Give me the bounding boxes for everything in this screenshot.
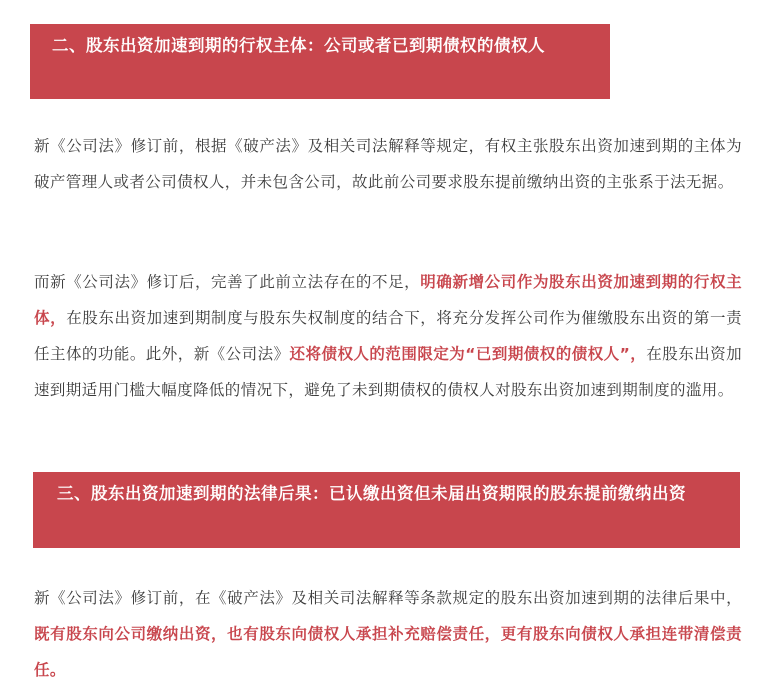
paragraph-2-highlight-2: 还将债权人的范围限定为“已到期债权的债权人”， xyxy=(289,345,647,363)
paragraph-3 xyxy=(34,580,742,688)
section-heading-2: 二、股东出资加速到期的行权主体：公司或者已到期债权的债权人 xyxy=(30,24,610,99)
paragraph-1: 新《公司法》修订前，根据《破产法》及相关司法解释等规定，有权主张股东出资加速到期的主体为破产管理人或者公司债权人，并未包含公司，故此前公司要求股东提前缴纳出资的主张系于法无据。 xyxy=(34,137,742,191)
paragraph-3-highlight-1: 既有股东向公司缴纳出资，也有股东向债权人承担补充赔偿责任，更有股东向债权人承担连带清偿责任。 xyxy=(34,625,742,679)
section-heading-3: 三、股东出资加速到期的法律后果：已认缴出资但未届出资期限的股东提前缴纳出资 xyxy=(33,472,740,548)
paragraph-2-highlight-1: 明确新增公司作为股东出资加速到期的行权主体， xyxy=(34,273,742,327)
paragraph-2-text-2: 在股东出资加速到期制度与股东失权制度的结合下，将充分发挥公司作为催缴股东出资的第一责任主体的功能。此外，新《公司法》 xyxy=(34,309,742,363)
paragraph-2-text-1: 而新《公司法》修订后，完善了此前立法存在的不足， xyxy=(34,273,421,291)
paragraph-3-text-1: 新《公司法》修订前，在《破产法》及相关司法解释等条款规定的股东出资加速到期的法律后果中， xyxy=(34,589,742,607)
paragraph-2-text-3: 在股东出资加速到期适用门槛大幅度降低的情况下，避免了未到期债权的债权人对股东出资加速到期制度的滥用。 xyxy=(34,345,743,399)
paragraph-2 xyxy=(34,264,742,408)
